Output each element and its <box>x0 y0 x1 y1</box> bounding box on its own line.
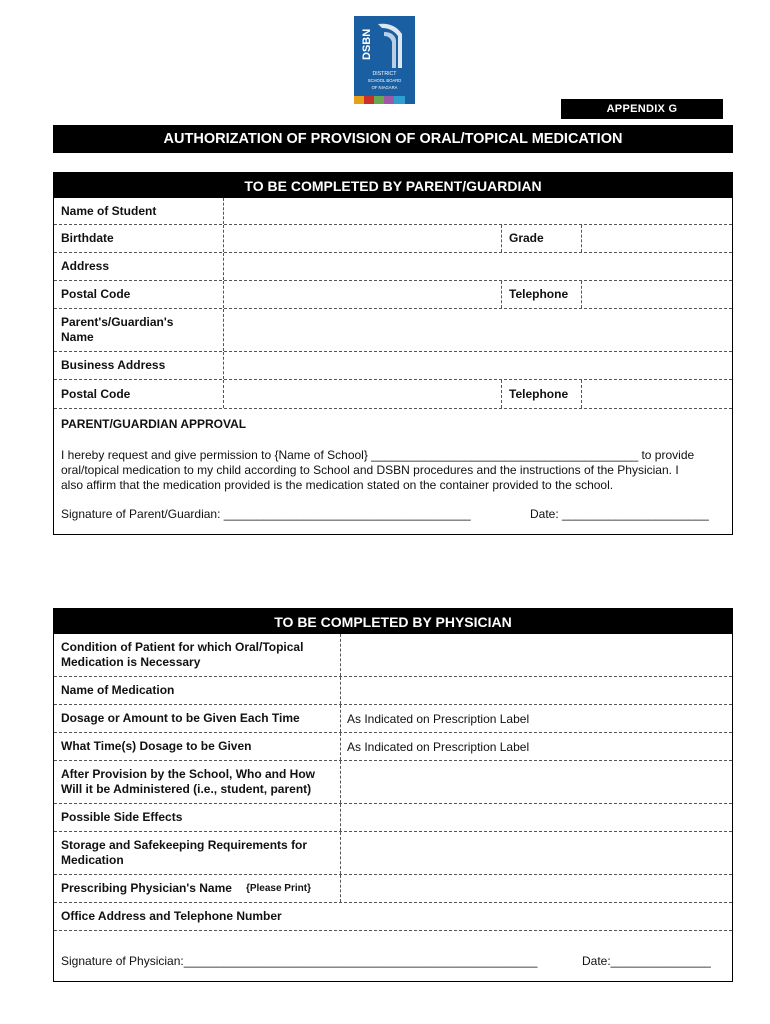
postal-code-label: Postal Code <box>61 287 131 301</box>
please-print-note: {Please Print} <box>245 883 311 894</box>
form-row-dosage-times <box>54 732 732 760</box>
guardian-name-label <box>54 309 173 351</box>
page-title: AUTHORIZATION OF PROVISION OF ORAL/TOPICAL MEDICATION <box>53 125 733 153</box>
logo-brand-text: DSBN <box>361 28 373 60</box>
form-row-postal-code-2 <box>54 379 732 408</box>
office-address-label: Office Address and Telephone Number <box>61 909 282 923</box>
approval-text-line3: also affirm that the medication provided is the medication stated on the container provided to the school. <box>61 478 614 492</box>
form-row-guardian-name <box>54 308 732 351</box>
student-name-label: Name of Student <box>61 203 157 218</box>
dosage-times-label: What Time(s) Dosage to be Given <box>61 739 252 753</box>
business-address-label: Business Address <box>61 358 166 372</box>
parent-section-heading: TO BE COMPLETED BY PARENT/GUARDIAN <box>54 173 732 198</box>
telephone-2-label: Telephone <box>509 386 569 401</box>
administration-label <box>54 761 315 803</box>
form-row-business-address <box>54 351 732 379</box>
parent-approval-block <box>54 408 732 539</box>
logo-line3: OF NIAGARA <box>371 85 398 90</box>
storage-label-line2: Medication <box>61 853 124 867</box>
approval-text-line1: I hereby request and give permission to {Name of School} ________________________________________ to provide <box>61 448 695 462</box>
physician-signature-block <box>54 930 732 989</box>
address-field[interactable] <box>224 253 732 280</box>
form-row-postal-code <box>54 280 732 308</box>
guardian-name-label-line1: Parent's/Guardian's <box>61 315 174 329</box>
approval-text-line2: oral/topical medication to my child according to School and DSBN procedures and the instructions of the Physician. I <box>61 463 679 477</box>
medication-name-field[interactable] <box>341 677 732 704</box>
postal-code-field[interactable] <box>224 281 501 308</box>
telephone-label: Telephone <box>509 287 569 301</box>
form-row-storage <box>54 831 732 874</box>
form-row-student-name <box>54 198 732 224</box>
condition-field[interactable] <box>341 634 732 676</box>
storage-label-line1: Storage and Safekeeping Requirements for <box>61 838 308 852</box>
administration-label-line2: Will it be Administered (i.e., student, parent) <box>61 782 312 796</box>
storage-field[interactable] <box>341 832 732 874</box>
prescribing-physician-label <box>54 875 311 902</box>
side-effects-field[interactable] <box>341 804 732 831</box>
physician-signature-line[interactable]: Signature of Physician:_____________________________________________________ <box>61 954 538 968</box>
dosage-label: Dosage or Amount to be Given Each Time <box>61 711 300 725</box>
prescribing-physician-field[interactable] <box>341 875 732 902</box>
grade-field[interactable] <box>582 225 732 252</box>
form-row-birthdate <box>54 224 732 252</box>
form-row-address <box>54 252 732 280</box>
approval-heading: PARENT/GUARDIAN APPROVAL <box>61 417 247 431</box>
postal-code-2-field[interactable] <box>224 380 501 408</box>
form-row-office-address <box>54 902 732 930</box>
student-name-field[interactable] <box>224 198 732 224</box>
parent-signature-line[interactable]: Signature of Parent/Guardian: _____________________________________ <box>61 507 471 521</box>
logo-line2: SCHOOL BOARD <box>367 78 402 83</box>
form-row-dosage <box>54 704 732 732</box>
form-row-prescribing-physician <box>54 874 732 902</box>
postal-code-2-label: Postal Code <box>61 386 131 401</box>
form-row-condition <box>54 634 732 676</box>
guardian-name-field[interactable] <box>224 309 732 351</box>
business-address-field[interactable] <box>224 352 732 379</box>
medication-name-label: Name of Medication <box>61 683 175 697</box>
condition-label <box>54 634 303 676</box>
grade-label: Grade <box>509 231 544 245</box>
approval-text <box>61 448 731 493</box>
birthdate-field[interactable] <box>224 225 501 252</box>
dsbn-logo <box>354 16 415 104</box>
birthdate-label: Birthdate <box>61 231 114 245</box>
appendix-label: APPENDIX G <box>561 99 723 119</box>
condition-label-line2: Medication is Necessary <box>61 655 201 669</box>
parent-guardian-section <box>53 172 733 535</box>
address-label: Address <box>61 259 110 273</box>
condition-label-line1: Condition of Patient for which Oral/Topical <box>61 640 304 654</box>
storage-label <box>54 832 307 874</box>
telephone-field[interactable] <box>582 281 732 308</box>
administration-field[interactable] <box>341 761 732 803</box>
logo-line1: DISTRICT <box>372 71 397 77</box>
dosage-value[interactable]: As Indicated on Prescription Label <box>347 711 530 726</box>
dosage-times-value[interactable]: As Indicated on Prescription Label <box>347 739 530 754</box>
prescribing-physician-text: Prescribing Physician's Name <box>61 881 232 895</box>
telephone-2-field[interactable] <box>582 380 732 408</box>
guardian-name-label-line2: Name <box>61 330 94 344</box>
administration-label-line1: After Provision by the School, Who and How <box>61 767 316 781</box>
form-row-administration <box>54 760 732 803</box>
form-row-medication-name <box>54 676 732 704</box>
physician-section-heading: TO BE COMPLETED BY PHYSICIAN <box>54 609 732 634</box>
parent-date-line[interactable]: Date: ______________________ <box>530 507 709 521</box>
form-row-side-effects <box>54 803 732 831</box>
side-effects-label: Possible Side Effects <box>61 810 183 824</box>
physician-section <box>53 608 733 982</box>
physician-date-line[interactable]: Date:_______________ <box>582 954 711 968</box>
